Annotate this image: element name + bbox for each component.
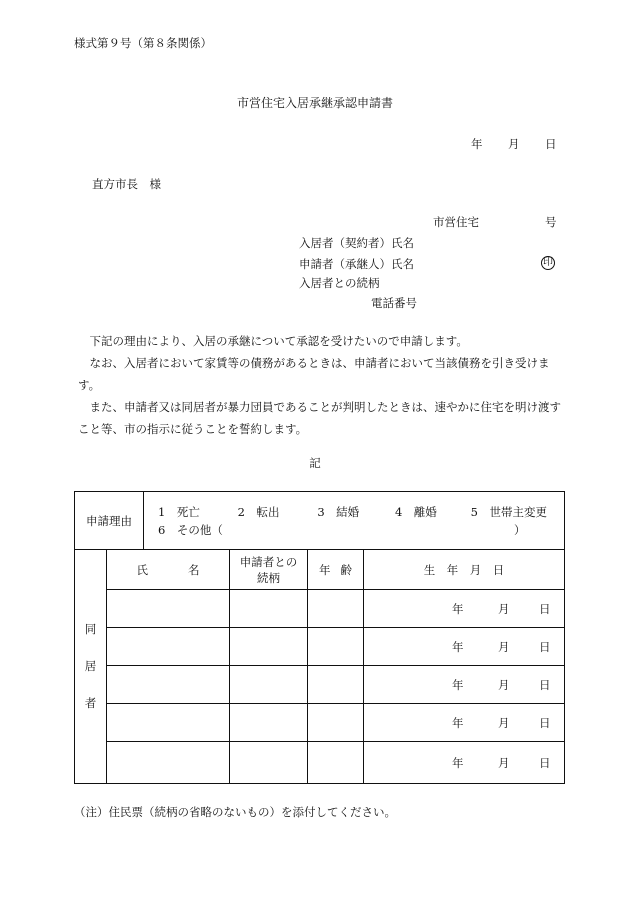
table-row bbox=[75, 742, 565, 784]
table-row bbox=[75, 666, 565, 704]
reason-num: 4 bbox=[394, 504, 403, 519]
header-age-2: 齢 bbox=[340, 562, 352, 577]
reason-text: 死亡 bbox=[176, 504, 200, 519]
birthdate-cell[interactable] bbox=[364, 628, 565, 666]
phone-label: 電話番号 bbox=[371, 296, 417, 310]
reason-line-1 bbox=[158, 503, 564, 521]
reason-options bbox=[144, 492, 565, 550]
table-row bbox=[75, 590, 565, 628]
relation-cell[interactable] bbox=[230, 742, 308, 784]
header-name-1: 氏 bbox=[136, 562, 148, 577]
table-row bbox=[75, 704, 565, 742]
birth-year-label: 年 bbox=[452, 639, 464, 654]
birth-month-label: 月 bbox=[498, 639, 510, 654]
name-cell[interactable] bbox=[107, 628, 230, 666]
header-age-1: 年 bbox=[319, 562, 331, 577]
reason-text: その他（ bbox=[176, 522, 223, 537]
reason-text: 世帯主変更 bbox=[489, 504, 547, 519]
header-name-2: 名 bbox=[188, 562, 200, 577]
birthdate-cell[interactable] bbox=[364, 590, 565, 628]
reason-text: 結婚 bbox=[336, 504, 360, 519]
date-month-label: 月 bbox=[508, 137, 520, 151]
date-year-label: 年 bbox=[471, 137, 483, 151]
reason-text: 離婚 bbox=[413, 504, 437, 519]
birthdate-cell[interactable] bbox=[364, 742, 565, 784]
application-table bbox=[74, 491, 565, 784]
relation-label: 入居者との続柄 bbox=[299, 276, 380, 290]
ki-heading: 記 bbox=[309, 456, 321, 470]
reason-num: 6 bbox=[158, 522, 166, 537]
reason-option-3[interactable] bbox=[317, 503, 391, 521]
header-name bbox=[107, 550, 230, 590]
birth-month-label: 月 bbox=[498, 601, 510, 616]
birth-year-label: 年 bbox=[452, 677, 464, 692]
body-text bbox=[78, 330, 568, 440]
date-day-label: 日 bbox=[545, 137, 557, 151]
applicant-name-label: 申請者（承継人）氏名 bbox=[299, 257, 414, 271]
birth-day-label: 日 bbox=[539, 601, 551, 616]
relation-cell[interactable] bbox=[230, 590, 308, 628]
housing-number-suffix: 号 bbox=[545, 215, 557, 229]
birth-day-label: 日 bbox=[539, 639, 551, 654]
cohabitant-label bbox=[75, 550, 107, 784]
reason-other-close: ） bbox=[514, 522, 526, 537]
name-cell[interactable] bbox=[107, 742, 230, 784]
reason-option-2[interactable] bbox=[238, 503, 314, 521]
birth-year-label: 年 bbox=[452, 601, 464, 616]
body-paragraph-3: また、申請者又は同居者が暴力団員であることが判明したときは、速やかに住宅を明け渡すこと等、市の指示に従うことを誓約します。 bbox=[78, 400, 561, 436]
cohabitant-header-row bbox=[75, 550, 565, 590]
cohabitant-char-2: 居 bbox=[84, 659, 97, 673]
relation-cell[interactable] bbox=[230, 666, 308, 704]
seal-mark: 印 bbox=[543, 257, 553, 268]
relation-cell[interactable] bbox=[230, 628, 308, 666]
age-cell[interactable] bbox=[308, 666, 364, 704]
header-age bbox=[308, 550, 364, 590]
birth-month-label: 月 bbox=[498, 755, 510, 770]
table-row bbox=[75, 628, 565, 666]
birth-month-label: 月 bbox=[498, 715, 510, 730]
header-relation-line1: 申請者との bbox=[239, 554, 298, 569]
birthdate-cell[interactable] bbox=[364, 666, 565, 704]
relation-cell[interactable] bbox=[230, 704, 308, 742]
reason-label: 申請理由 bbox=[75, 492, 144, 550]
name-cell[interactable] bbox=[107, 704, 230, 742]
reason-option-6[interactable] bbox=[158, 521, 514, 539]
birth-day-label: 日 bbox=[539, 715, 551, 730]
reason-option-1[interactable] bbox=[158, 503, 234, 521]
cohabitant-char-1: 同 bbox=[84, 622, 97, 636]
birth-month-label: 月 bbox=[498, 677, 510, 692]
reason-text: 転出 bbox=[256, 504, 280, 519]
name-cell[interactable] bbox=[107, 590, 230, 628]
reason-option-5[interactable] bbox=[471, 503, 547, 521]
header-relation-line2: 続柄 bbox=[257, 570, 280, 585]
reason-num: 3 bbox=[317, 504, 325, 519]
cohabitant-char-3: 者 bbox=[84, 696, 97, 710]
body-paragraph-2: なお、入居者において家賃等の債務があるときは、申請者において当該債務を引き受けます。 bbox=[78, 356, 550, 392]
reason-line-2 bbox=[158, 521, 564, 539]
reason-row bbox=[75, 492, 565, 550]
birth-year-label: 年 bbox=[452, 715, 464, 730]
age-cell[interactable] bbox=[308, 704, 364, 742]
age-cell[interactable] bbox=[308, 628, 364, 666]
reason-option-4[interactable] bbox=[395, 503, 467, 521]
birth-year-label: 年 bbox=[452, 755, 464, 770]
housing-label: 市営住宅 bbox=[433, 215, 479, 229]
header-birthdate: 生 年 月 日 bbox=[364, 550, 565, 590]
name-cell[interactable] bbox=[107, 666, 230, 704]
reason-num: 5 bbox=[470, 504, 478, 519]
attachment-note: （注）住民票（続柄の省略のないもの）を添付してください。 bbox=[74, 805, 396, 819]
age-cell[interactable] bbox=[308, 742, 364, 784]
birth-day-label: 日 bbox=[539, 755, 551, 770]
birthdate-cell[interactable] bbox=[364, 704, 565, 742]
addressee: 直方市長 様 bbox=[92, 177, 161, 191]
body-paragraph-1: 下記の理由により、入居の承継について承認を受けたいので申請します。 bbox=[89, 334, 468, 348]
age-cell[interactable] bbox=[308, 590, 364, 628]
form-number: 様式第９号（第８条関係） bbox=[74, 36, 212, 50]
reason-num: 1 bbox=[158, 504, 166, 519]
header-relation bbox=[230, 550, 308, 590]
document-title: 市営住宅入居承継承認申請書 bbox=[236, 96, 393, 110]
reason-num: 2 bbox=[237, 504, 245, 519]
resident-name-label: 入居者（契約者）氏名 bbox=[299, 236, 414, 250]
birth-day-label: 日 bbox=[539, 677, 551, 692]
